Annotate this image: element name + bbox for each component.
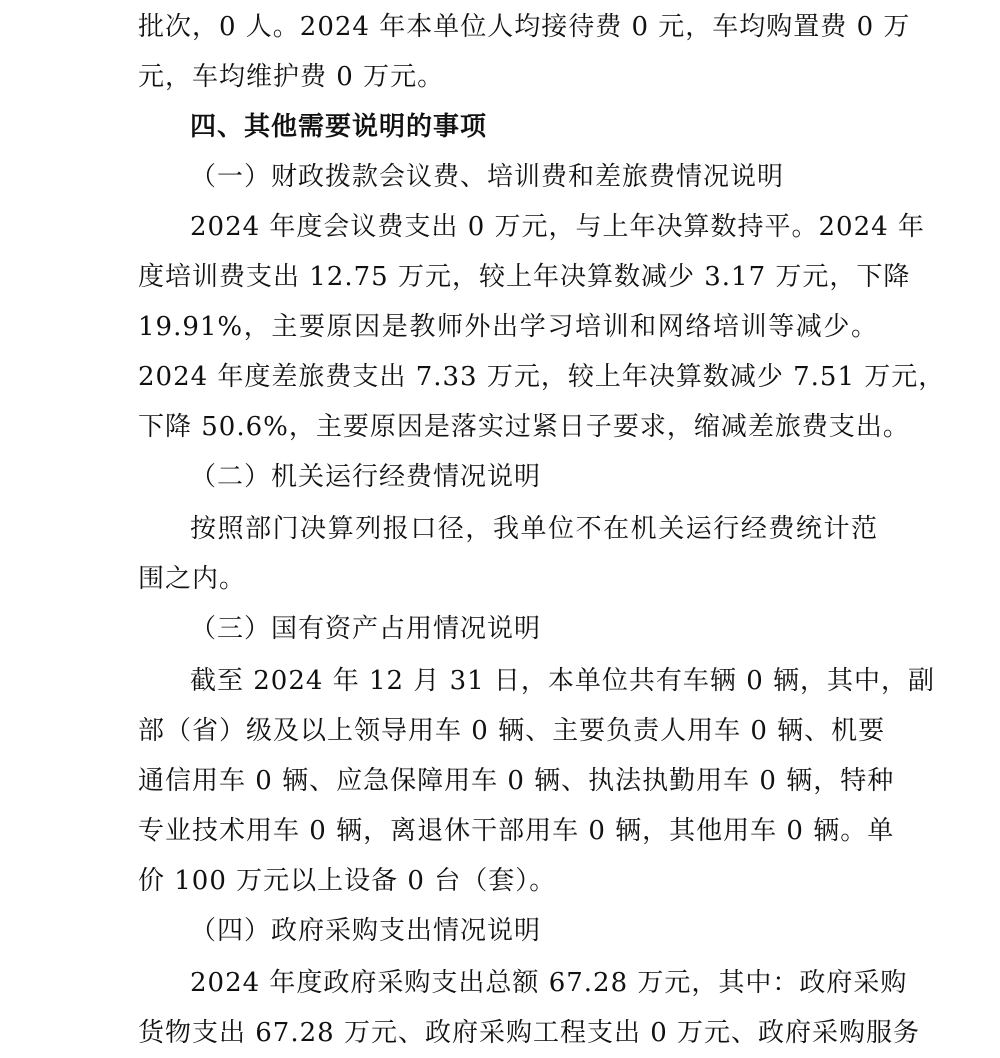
paragraph-line: 围之内。 [138,564,247,594]
paragraph-line: 19.91%，主要原因是教师外出学习培训和网络培训等减少。 [138,312,878,342]
paragraph-line: 部（省）级及以上领导用车 0 辆、主要负责人用车 0 辆、机要 [138,716,886,746]
paragraph-line: 2024 年度差旅费支出 7.33 万元，较上年决算数减少 7.51 万元， [138,362,946,392]
paragraph-line: 截至 2024 年 12 月 31 日，本单位共有车辆 0 辆，其中，副 [190,666,935,696]
paragraph-line: 下降 50.6%，主要原因是落实过紧日子要求，缩减差旅费支出。 [138,412,910,442]
subsection-heading: （三）国有资产占用情况说明 [190,614,542,644]
paragraph-line: 按照部门决算列报口径，我单位不在机关运行经费统计范 [190,514,878,544]
paragraph-line: 货物支出 67.28 万元、政府采购工程支出 0 万元、政府采购服务 [138,1018,921,1048]
paragraph-line: 2024 年度会议费支出 0 万元，与上年决算数持平。2024 年 [190,212,925,242]
paragraph-line: 元，车均维护费 0 万元。 [138,62,445,92]
paragraph-line: 专业技术用车 0 辆，离退休干部用车 0 辆，其他用车 0 辆。单 [138,816,895,846]
paragraph-line: 价 100 万元以上设备 0 台（套）。 [138,866,557,896]
section-heading: 四、其他需要说明的事项 [190,112,488,142]
subsection-heading: （二）机关运行经费情况说明 [190,462,542,492]
paragraph-line: 通信用车 0 辆、应急保障用车 0 辆、执法执勤用车 0 辆，特种 [138,766,895,796]
paragraph-line: 2024 年度政府采购支出总额 67.28 万元，其中：政府采购 [190,968,908,998]
paragraph-line: 批次，0 人。2024 年本单位人均接待费 0 元，车均购置费 0 万 [138,12,911,42]
subsection-heading: （一）财政拨款会议费、培训费和差旅费情况说明 [190,162,785,192]
paragraph-line: 度培训费支出 12.75 万元，较上年决算数减少 3.17 万元，下降 [138,262,911,292]
subsection-heading: （四）政府采购支出情况说明 [190,916,542,946]
